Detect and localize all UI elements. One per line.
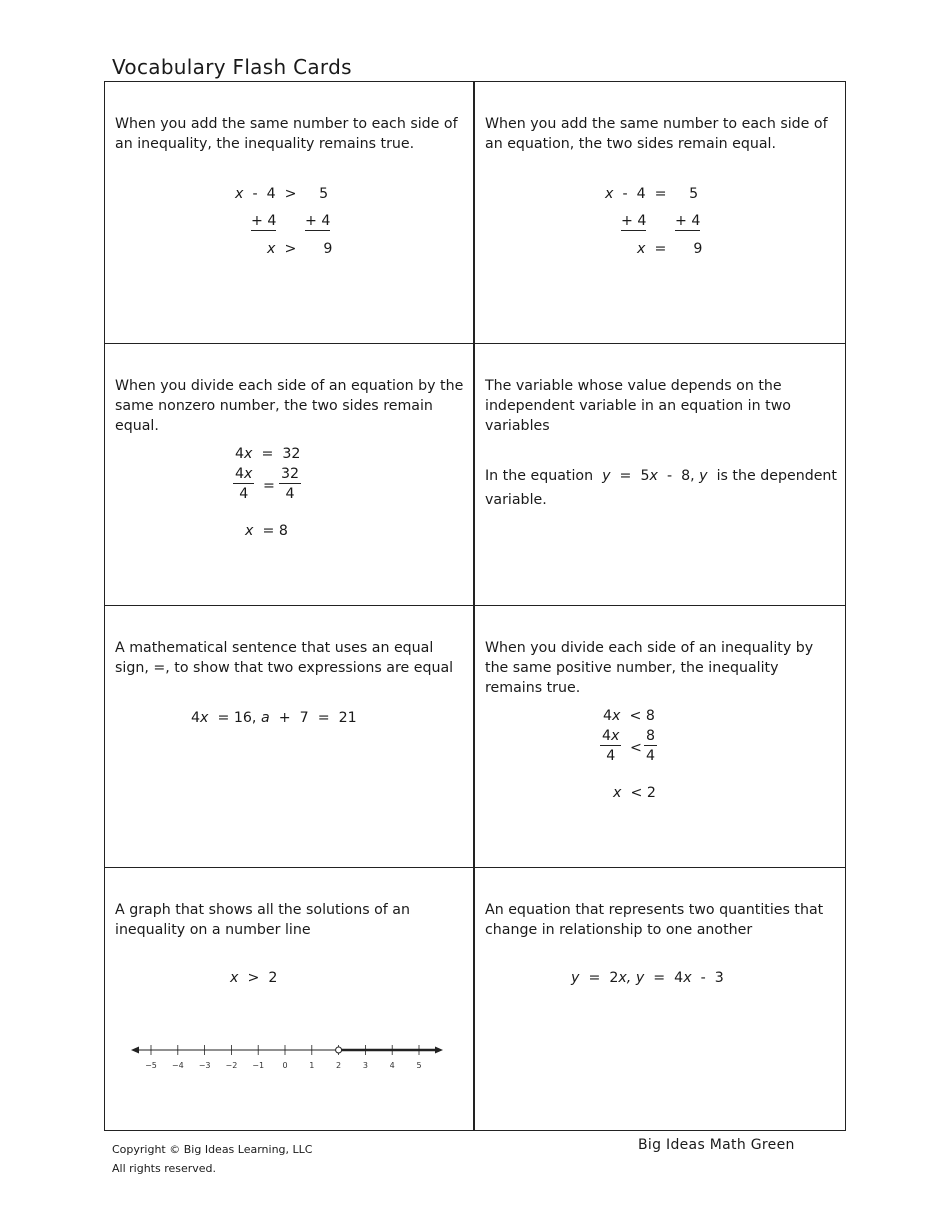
fraction-left <box>233 466 254 502</box>
math-token: - <box>700 970 706 986</box>
example-row-1 <box>605 186 698 202</box>
math-token: = <box>653 970 666 986</box>
number-line-tick-label: −4 <box>171 1061 184 1070</box>
fraction-denominator: 4 <box>646 748 656 764</box>
example-text: In the equation <box>485 468 594 484</box>
fraction-numerator <box>600 728 621 746</box>
math-token: = <box>619 468 632 484</box>
example-row-3 <box>245 523 288 539</box>
number-line-tick-label: −5 <box>145 1061 157 1070</box>
math-token: - <box>666 468 673 484</box>
math-token: 21 <box>338 710 357 726</box>
open-circle-endpoint <box>336 1047 342 1053</box>
flash-card-8 <box>475 868 845 1130</box>
flash-card-1 <box>105 82 475 344</box>
math-token: - <box>622 186 628 202</box>
math-token: 4 <box>235 466 245 482</box>
example-row-3 <box>613 785 656 801</box>
math-token: = <box>263 478 275 494</box>
number-line-tick-label: 5 <box>416 1061 422 1070</box>
math-token: a <box>260 710 270 726</box>
card-example <box>230 970 277 986</box>
math-token: + 4 <box>675 213 701 229</box>
card-definition: When you add the same number to each side of an inequality, the inequality remains true. <box>115 116 458 152</box>
flash-card-4 <box>475 344 845 606</box>
example-row-1 <box>603 708 655 724</box>
math-token: x <box>244 466 253 482</box>
math-token: x <box>683 970 692 986</box>
rights-text: All rights reserved. <box>112 1162 217 1175</box>
card-definition: When you add the same number to each side of an equation, the two sides remain equal. <box>485 116 828 152</box>
card-definition: When you divide each side of an inequality by the same positive number, the inequality remains true. <box>485 640 814 696</box>
math-token: 4 <box>191 710 201 726</box>
math-token: 2 <box>268 970 278 986</box>
example-row-3 <box>637 241 702 257</box>
math-token: 8 <box>645 708 655 724</box>
page-title: Vocabulary Flash Cards <box>112 55 352 79</box>
math-token: 8 <box>278 523 288 539</box>
math-token: = <box>217 710 230 726</box>
math-token: = <box>654 186 667 202</box>
card-example <box>571 970 724 986</box>
math-token: + <box>278 710 291 726</box>
math-token: 2 <box>609 970 619 986</box>
fraction-right <box>279 466 301 502</box>
math-token: = <box>654 241 667 257</box>
math-token: 32 <box>282 446 301 462</box>
math-token: 4 <box>235 446 245 462</box>
flash-card-2 <box>475 82 845 344</box>
example-row-1 <box>235 446 300 462</box>
math-token: x <box>267 241 276 257</box>
math-token: 3 <box>714 970 724 986</box>
math-token: y <box>602 468 611 484</box>
math-token: x <box>200 710 209 726</box>
math-token: x <box>605 186 614 202</box>
math-token: 2 <box>646 785 656 801</box>
math-token: x <box>637 241 646 257</box>
math-token: = <box>588 970 601 986</box>
flash-card-grid <box>104 81 846 1131</box>
number-line <box>131 1040 451 1076</box>
number-line-tick-label: 2 <box>336 1061 342 1070</box>
math-token: 5 <box>319 186 329 202</box>
card-definition: When you divide each side of an equation by the same nonzero number, the two sides remain equal. <box>115 378 464 434</box>
math-token: - <box>252 186 258 202</box>
math-token: + 4 <box>251 213 277 229</box>
example-row-1 <box>235 186 328 202</box>
number-line-tick-label: −2 <box>225 1061 238 1070</box>
flash-card-5 <box>105 606 475 868</box>
number-line-tick-label: −3 <box>198 1061 211 1070</box>
math-token: > <box>284 241 297 257</box>
math-token: < <box>630 740 642 756</box>
math-token: x <box>611 728 620 744</box>
example-row-3 <box>267 241 332 257</box>
math-token: x <box>235 186 244 202</box>
math-token: > <box>247 970 260 986</box>
math-token: 5 <box>640 468 650 484</box>
fraction-left <box>600 728 621 764</box>
fraction-numerator: 8 <box>646 728 656 744</box>
math-token: 4 <box>636 186 646 202</box>
math-token: x <box>244 446 253 462</box>
math-token: x <box>613 785 622 801</box>
math-token: y <box>635 970 645 986</box>
math-token: 4 <box>674 970 684 986</box>
number-line-tick-label: 1 <box>309 1061 315 1070</box>
math-token: x <box>612 708 621 724</box>
math-token: 7 <box>299 710 309 726</box>
example-text: variable. <box>485 492 547 508</box>
math-token: y <box>571 970 580 986</box>
math-token: = <box>261 446 274 462</box>
fraction-right <box>644 728 657 764</box>
flash-card-6 <box>475 606 845 868</box>
card-definition: A mathematical sentence that uses an equal sign, =, to show that two expressions are equal <box>115 640 454 676</box>
math-token: = <box>317 710 330 726</box>
math-token: 16, <box>233 710 257 726</box>
math-token: 9 <box>693 241 703 257</box>
card-definition: A graph that shows all the solutions of an inequality on a number line <box>115 902 410 938</box>
fraction-denominator: 4 <box>606 748 616 764</box>
math-token: 9 <box>323 241 333 257</box>
number-line-tick-label: 0 <box>282 1061 288 1070</box>
math-token: x, <box>618 970 632 986</box>
number-line-tick-label: 4 <box>389 1061 395 1070</box>
example-text: is the dependent <box>716 468 837 484</box>
copyright-text: Copyright © Big Ideas Learning, LLC <box>112 1143 313 1156</box>
math-token: < <box>630 785 643 801</box>
math-token: 4 <box>266 186 276 202</box>
fraction-numerator: 32 <box>281 466 300 482</box>
math-token: + 4 <box>305 213 331 229</box>
math-token: x <box>649 468 658 484</box>
fraction-denominator: 4 <box>239 486 249 502</box>
number-line-tick-label: 3 <box>362 1061 368 1070</box>
fraction-denominator: 4 <box>285 486 295 502</box>
math-token: x <box>230 970 239 986</box>
math-token: < <box>629 708 642 724</box>
math-token: + 4 <box>621 213 647 229</box>
card-example <box>191 710 357 726</box>
number-line-tick-label: −1 <box>252 1061 265 1070</box>
flash-card-3 <box>105 344 475 606</box>
math-token: 4 <box>603 708 613 724</box>
math-token: 8, <box>681 468 695 484</box>
math-token: x <box>245 523 254 539</box>
math-token: 4 <box>602 728 612 744</box>
math-token: > <box>284 186 297 202</box>
series-name: Big Ideas Math Green <box>638 1137 795 1153</box>
flash-card-7 <box>105 868 475 1130</box>
math-token: = <box>262 523 275 539</box>
math-token: y <box>699 468 708 484</box>
card-definition: The variable whose value depends on the independent variable in an equation in two variables <box>485 378 791 434</box>
copyright-notice <box>112 1140 312 1178</box>
card-example <box>485 464 840 512</box>
card-definition: An equation that represents two quantities that change in relationship to one another <box>485 902 824 938</box>
math-token: 5 <box>689 186 699 202</box>
fraction-numerator <box>233 466 254 484</box>
